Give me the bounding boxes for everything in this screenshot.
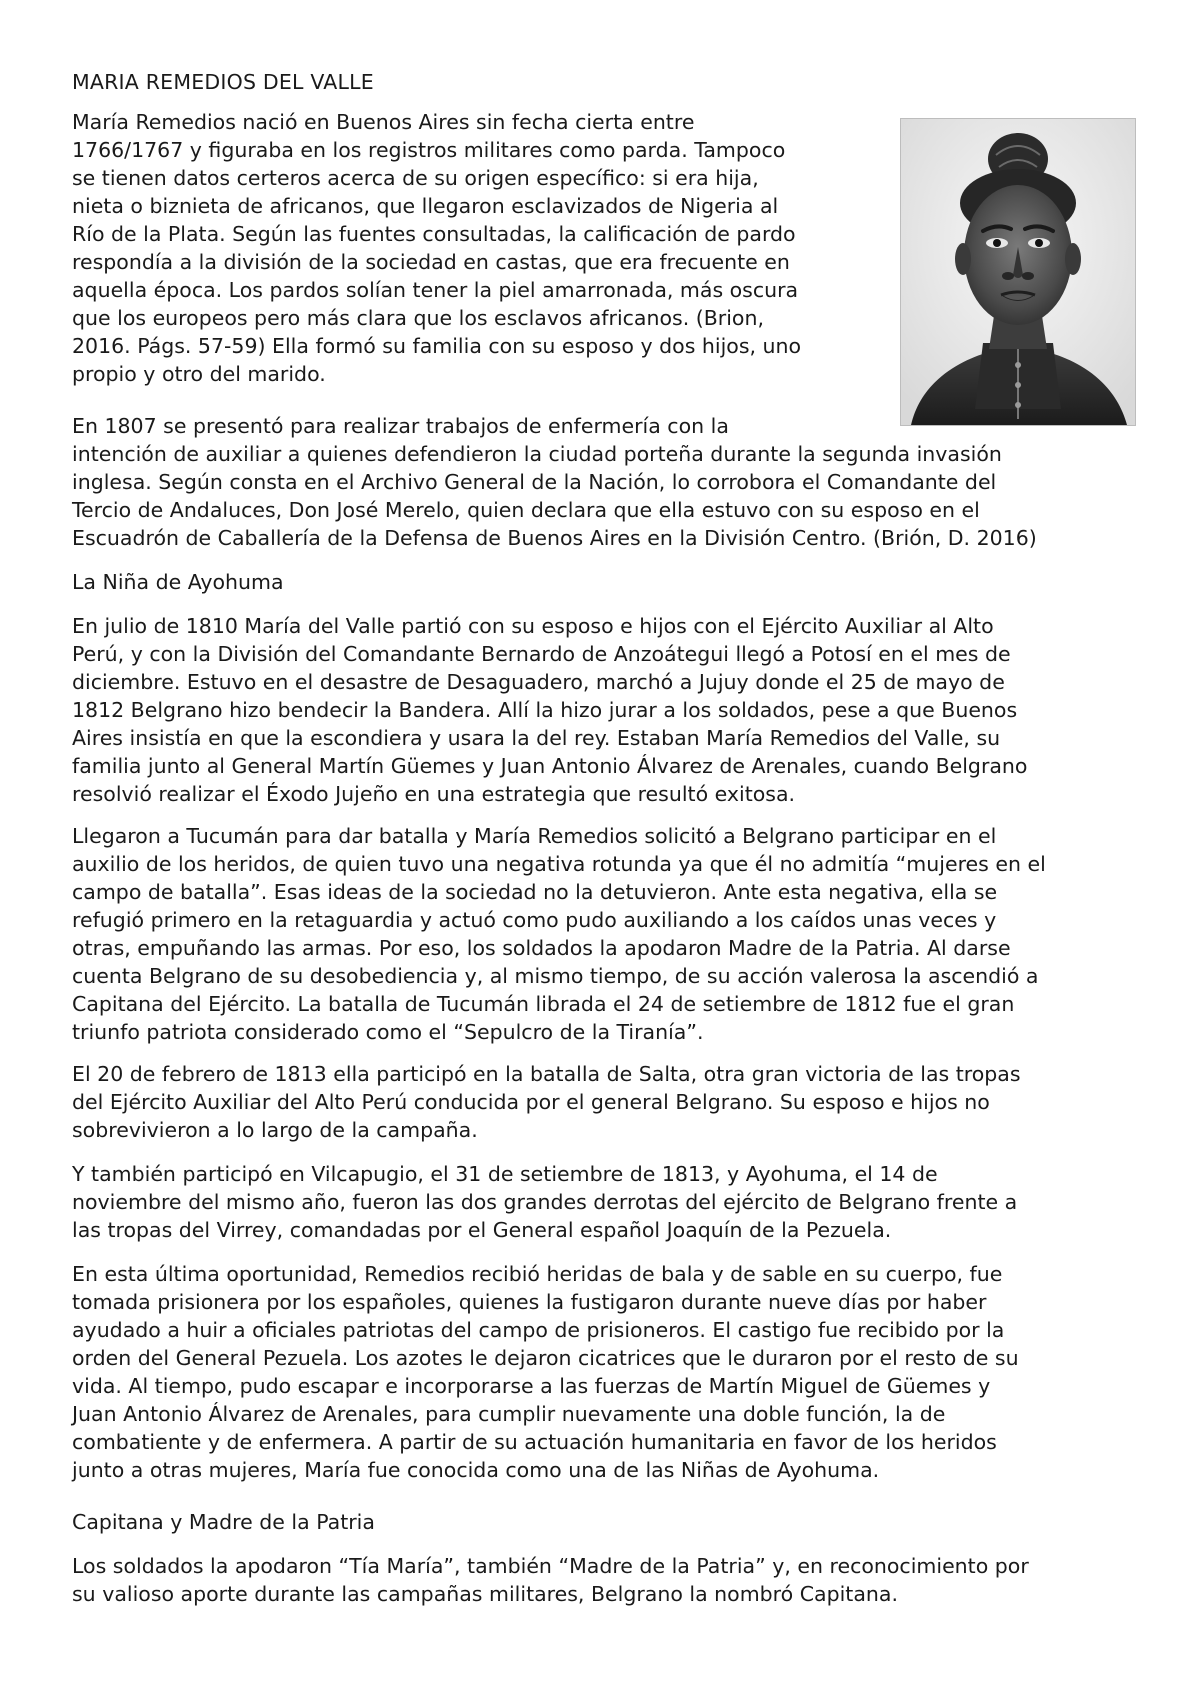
paragraph-1807: En 1807 se presentó para realizar trabajos de enfermería con la intención de auxiliar a quienes defendieron la ciudad porteña durante la segunda invasión inglesa. Según consta en el Archivo General de la Nación, lo corrobora el Comandante del Tercio de Andaluces, Don José Merelo, quien declara que ella estuvo con su esposo en el Escuadrón de Caballería de la Defensa de Buenos Aires en la División Centro. (Brión, D. 2016) [72, 414, 1037, 550]
document-title: MARIA REMEDIOS DEL VALLE [72, 70, 374, 94]
paragraph-1810: En julio de 1810 María del Valle partió con su esposo e hijos con el Ejército Auxiliar al Alto Perú, y con la División del Comandante Bernardo de Anzoátegui llegó a Potosí en el mes de diciembre. Estuvo en el desastre de Desaguadero, marchó a Jujuy donde el 25 de mayo de 1812 Belgrano hizo bendecir la Bandera. Allí la hizo jurar a los soldados, pese a que Buenos Aires insistía en que la escondiera y usara la del rey. Estaban María Remedios del Valle, su familia junto al General Martín Güemes y Juan Antonio Álvarez de Arenales, cuando Belgrano resolvió realizar el Éxodo Jujeño en una estrategia que resultó exitosa. [72, 614, 1028, 806]
section-heading-capitana: Capitana y Madre de la Patria [72, 1510, 375, 1534]
paragraph-prisionera: En esta última oportunidad, Remedios recibió heridas de bala y de sable en su cuerpo, fue tomada prisionera por los españoles, quienes la fustigaron durante nueve días por haber ayudado a huir a oficiales patriotas del campo de prisioneros. El castigo fue recibido por la orden del General Pezuela. Los azotes le dejaron cicatrices que le duraron por el resto de su vida. Al tiempo, pudo escapar e incorporarse a las fuerzas de Martín Miguel de Güemes y Juan Antonio Álvarez de Arenales, para cumplir nuevamente una doble función, la de combatiente y de enfermera. A partir de su actuación humanitaria en favor de los heridos junto a otras mujeres, María fue conocida como una de las Niñas de Ayohuma. [72, 1262, 1019, 1482]
paragraph-vilcapugio: Y también participó en Vilcapugio, el 31 de setiembre de 1813, y Ayohuma, el 14 de noviembre del mismo año, fueron las dos grandes derrotas del ejército de Belgrano frente a las tropas del Virrey, comandadas por el General español Joaquín de la Pezuela. [72, 1162, 1018, 1242]
paragraph-capitana: Los soldados la apodaron “Tía María”, también “Madre de la Patria” y, en reconocimiento por su valioso aporte durante las campañas militares, Belgrano la nombró Capitana. [72, 1554, 1029, 1606]
paragraph-salta: El 20 de febrero de 1813 ella participó en la batalla de Salta, otra gran victoria de las tropas del Ejército Auxiliar del Alto Perú conducida por el general Belgrano. Su esposo e hijos no sobrevivieron a lo largo de la campaña. [72, 1062, 1021, 1142]
portrait-image [900, 118, 1136, 426]
portrait-drawing [901, 119, 1135, 425]
section-heading-nina-de-ayohuma: La Niña de Ayohuma [72, 570, 284, 594]
paragraph-tucuman: Llegaron a Tucumán para dar batalla y María Remedios solicitó a Belgrano participar en el auxilio de los heridos, de quien tuvo una negativa rotunda ya que él no admitía “mujeres en el campo de batalla”. Esas ideas de la sociedad no la detuvieron. Ante esta negativa, ella se refugió primero en la retaguardia y actuó como pudo auxiliando a los caídos unas veces y otras, empuñando las armas. Por eso, los soldados la apodaron Madre de la Patria. Al darse cuenta Belgrano de su desobediencia y, al mismo tiempo, de su acción valerosa la ascendió a Capitana del Ejército. La batalla de Tucumán librada el 24 de setiembre de 1812 fue el gran triunfo patriota considerado como el “Sepulcro de la Tiranía”. [72, 824, 1046, 1044]
paragraph-birth: María Remedios nació en Buenos Aires sin fecha cierta entre 1766/1767 y figuraba en los registros militares como parda. Tampoco se tienen datos certeros acerca de su origen específico: si era hija, nieta o biznieta de africanos, que llegaron esclavizados de Nigeria al Río de la Plata. Según las fuentes consultadas, la calificación de pardo respondía a la división de la sociedad en castas, que era frecuente en aquella época. Los pardos solían tener la piel amarronada, más oscura que los europeos pero más clara que los esclavos africanos. (Brion, 2016. Págs. 57-59) Ella formó su familia con su esposo y dos hijos, uno propio y otro del marido. [72, 110, 802, 386]
